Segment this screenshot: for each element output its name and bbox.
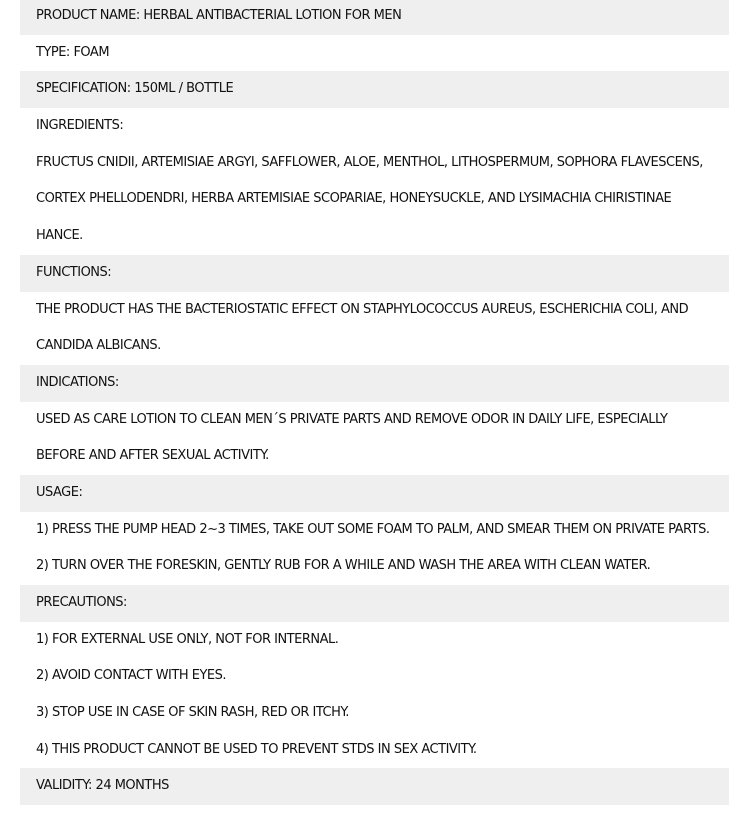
row-type: TYPE: FOAM (36, 44, 110, 60)
row-functions-line-1: THE PRODUCT HAS THE BACTERIOSTATIC EFFECT ON STAPHYLOCOCCUS AUREUS, ESCHERICHIA COLI, AND (36, 301, 689, 317)
row-usage-step-1: 1) PRESS THE PUMP HEAD 2~3 TIMES, TAKE OUT SOME FOAM TO PALM, AND SMEAR THEM ON PRIVATE PARTS. (36, 521, 710, 537)
row-functions-line-2: CANDIDA ALBICANS. (36, 338, 161, 354)
row-ingredients-line-2: CORTEX PHELLODENDRI, HERBA ARTEMISIAE SCOPARIAE, HONEYSUCKLE, AND LYSIMACHIA CHIRISTINAE (36, 191, 672, 207)
row-usage-step-2: 2) TURN OVER THE FORESKIN, GENTLY RUB FOR A WHILE AND WASH THE AREA WITH CLEAN WATER. (36, 558, 651, 574)
row-precautions-heading: PRECAUTIONS: (20, 585, 729, 622)
row-precaution-3: 3) STOP USE IN CASE OF SKIN RASH, RED OR ITCHY. (36, 705, 349, 721)
row-product-name: PRODUCT NAME: HERBAL ANTIBACTERIAL LOTION FOR MEN (20, 0, 729, 35)
row-precaution-2: 2) AVOID CONTACT WITH EYES. (36, 668, 226, 684)
row-indications-heading: INDICATIONS: (20, 365, 729, 402)
row-precaution-4: 4) THIS PRODUCT CANNOT BE USED TO PREVENT STDS IN SEX ACTIVITY. (36, 741, 477, 757)
row-specification: SPECIFICATION: 150ML / BOTTLE (20, 71, 729, 108)
row-indications-line-1: USED AS CARE LOTION TO CLEAN MEN´S PRIVATE PARTS AND REMOVE ODOR IN DAILY LIFE, ESPECIALLY (36, 411, 668, 427)
row-indications-line-2: BEFORE AND AFTER SEXUAL ACTIVITY. (36, 448, 269, 464)
row-ingredients-line-1: FRUCTUS CNIDII, ARTEMISIAE ARGYI, SAFFLOWER, ALOE, MENTHOL, LITHOSPERMUM, SOPHORA FLAVESCENS, (36, 154, 703, 170)
row-usage-heading: USAGE: (20, 475, 729, 512)
row-functions-heading: FUNCTIONS: (20, 255, 729, 292)
product-info-sheet (20, 0, 729, 805)
row-validity: VALIDITY: 24 MONTHS (20, 768, 729, 805)
row-ingredients-line-3: HANCE. (36, 228, 83, 244)
row-precaution-1: 1) FOR EXTERNAL USE ONLY, NOT FOR INTERNAL. (36, 631, 339, 647)
row-ingredients-heading: INGREDIENTS: (36, 118, 124, 134)
